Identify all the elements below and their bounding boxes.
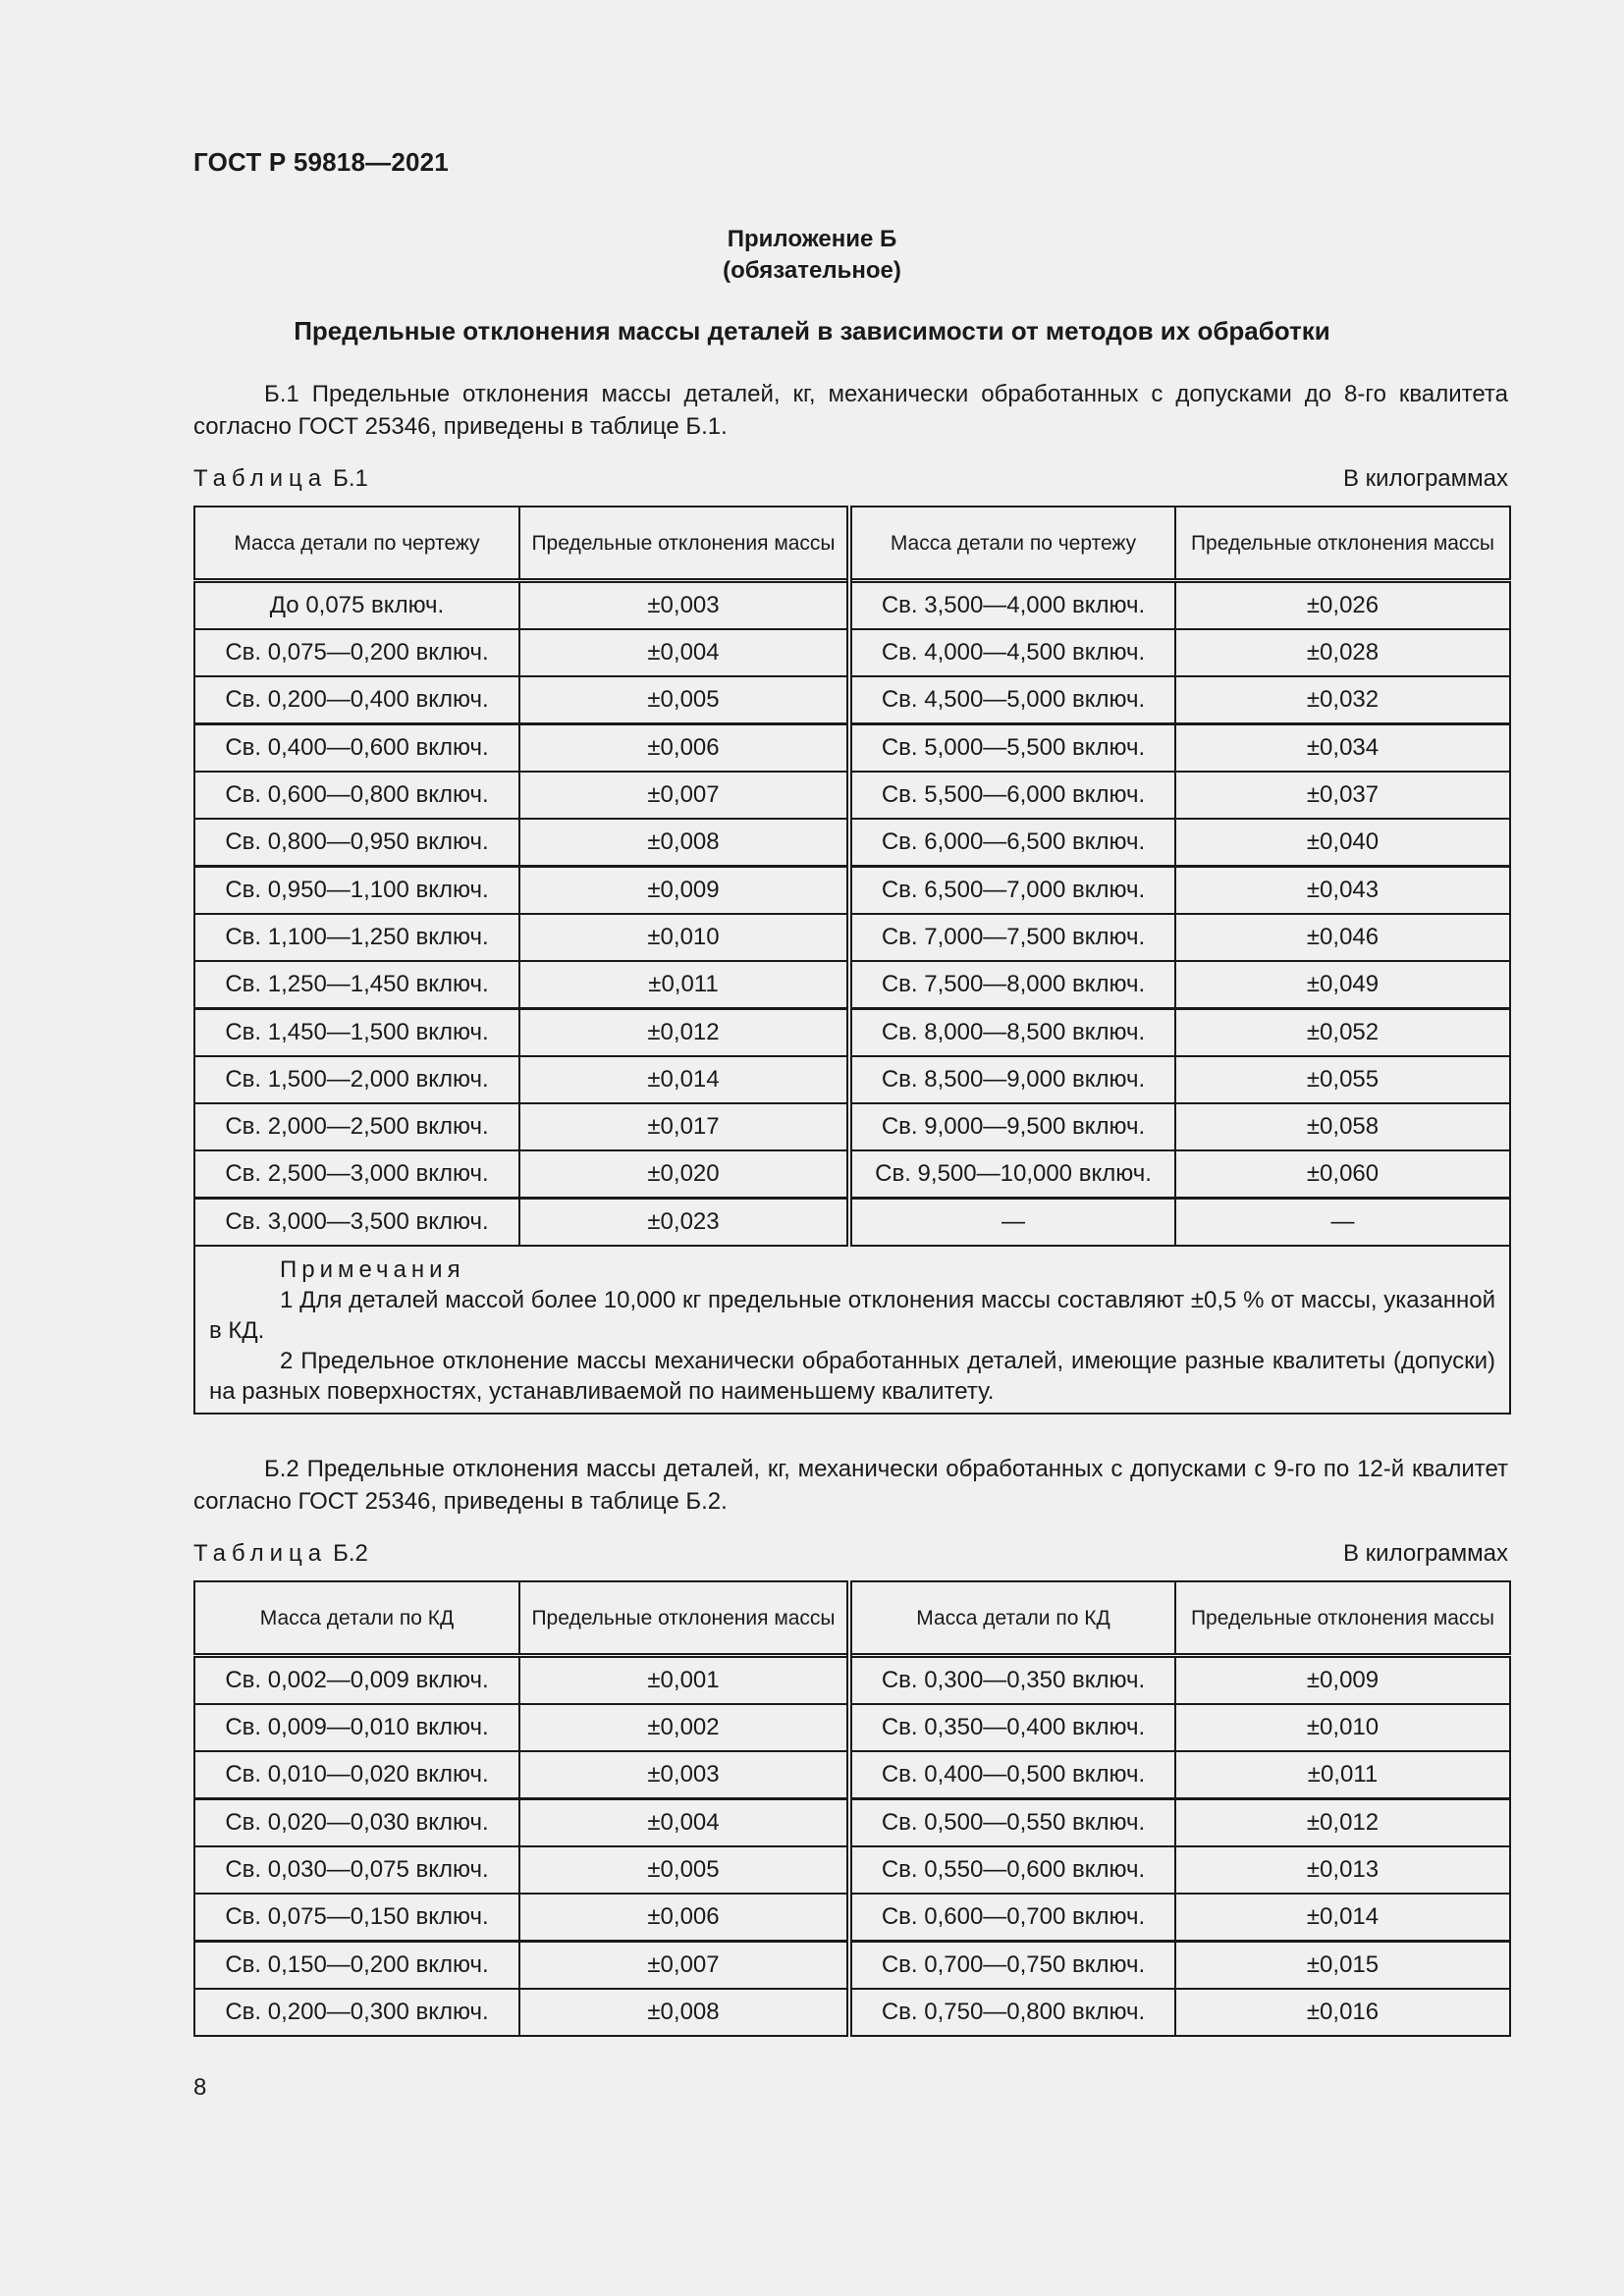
note-item: 2 Предельное отклонение массы механически обработанных деталей, имеющие разные квалитеты (допуски) на разных поверхностях, устанавливаемой по наименьшему квалитету. (209, 1348, 1495, 1405)
mass-range-cell: Св. 0,075—0,200 включ. (194, 629, 519, 676)
table1 (193, 506, 1511, 1415)
mass-range-cell: Св. 0,700—0,750 включ. (849, 1942, 1175, 1990)
deviation-cell: ±0,009 (1175, 1656, 1510, 1705)
deviation-cell: ±0,001 (519, 1656, 849, 1705)
table-row (194, 1894, 1510, 1942)
table2-header-mass: Масса детали по КД (849, 1581, 1175, 1656)
mass-range-cell: Св. 0,600—0,800 включ. (194, 772, 519, 819)
deviation-cell: ±0,011 (1175, 1751, 1510, 1799)
mass-range-cell: Св. 1,250—1,450 включ. (194, 961, 519, 1009)
deviation-cell: ±0,040 (1175, 819, 1510, 867)
deviation-cell: ±0,012 (519, 1009, 849, 1057)
mass-range-cell: Св. 0,950—1,100 включ. (194, 867, 519, 915)
table2-label (193, 1540, 368, 1568)
mass-range-cell: Св. 9,500—10,000 включ. (849, 1150, 1175, 1199)
mass-range-cell: Св. 6,500—7,000 включ. (849, 867, 1175, 915)
table2 (193, 1580, 1511, 2037)
deviation-cell: ±0,008 (519, 1989, 849, 2036)
mass-range-cell: Св. 0,600—0,700 включ. (849, 1894, 1175, 1942)
mass-range-cell: Св. 3,500—4,000 включ. (849, 581, 1175, 630)
mass-range-cell: Св. 7,000—7,500 включ. (849, 914, 1175, 961)
table2-name: Таблица (193, 1540, 328, 1567)
mass-range-cell: Св. 7,500—8,000 включ. (849, 961, 1175, 1009)
table-row (194, 629, 1510, 676)
deviation-cell: ±0,026 (1175, 581, 1510, 630)
mass-range-cell: Св. 4,500—5,000 включ. (849, 676, 1175, 724)
mass-range-cell: Св. 0,150—0,200 включ. (194, 1942, 519, 1990)
deviation-cell: ±0,007 (519, 1942, 849, 1990)
mass-range-cell: Св. 0,010—0,020 включ. (194, 1751, 519, 1799)
table1-header-row (194, 507, 1510, 581)
deviation-cell: ±0,013 (1175, 1846, 1510, 1894)
table-row (194, 961, 1510, 1009)
table-row (194, 1704, 1510, 1751)
mass-range-cell: Св. 3,000—3,500 включ. (194, 1199, 519, 1247)
mass-range-cell: До 0,075 включ. (194, 581, 519, 630)
mass-range-cell: Св. 8,500—9,000 включ. (849, 1056, 1175, 1103)
table-row (194, 581, 1510, 630)
mass-range-cell: — (849, 1199, 1175, 1247)
deviation-cell: ±0,037 (1175, 772, 1510, 819)
deviation-cell: ±0,043 (1175, 867, 1510, 915)
deviation-cell: ±0,003 (519, 1751, 849, 1799)
mass-range-cell: Св. 6,000—6,500 включ. (849, 819, 1175, 867)
table1-header-deviation: Предельные отклонения массы (1175, 507, 1510, 581)
deviation-cell: ±0,003 (519, 581, 849, 630)
table1-notes (194, 1246, 1510, 1414)
table2-unit: В килограммах (1343, 1540, 1508, 1567)
mass-range-cell: Св. 0,750—0,800 включ. (849, 1989, 1175, 2036)
table1-unit: В килограммах (1343, 465, 1508, 492)
deviation-cell: ±0,005 (519, 1846, 849, 1894)
mass-range-cell: Св. 9,000—9,500 включ. (849, 1103, 1175, 1150)
appendix-heading (0, 224, 1624, 287)
mass-range-cell: Св. 2,500—3,000 включ. (194, 1150, 519, 1199)
table-row (194, 867, 1510, 915)
table2-body (194, 1656, 1510, 2037)
table1-notes-row (194, 1246, 1510, 1414)
mass-range-cell: Св. 5,000—5,500 включ. (849, 724, 1175, 773)
section-title: Предельные отклонения массы деталей в зависимости от методов их обработки (294, 316, 1330, 346)
deviation-cell: ±0,004 (519, 629, 849, 676)
deviation-cell: ±0,005 (519, 676, 849, 724)
table2-header-mass: Масса детали по КД (194, 1581, 519, 1656)
mass-range-cell: Св. 0,300—0,350 включ. (849, 1656, 1175, 1705)
deviation-cell: ±0,006 (519, 724, 849, 773)
deviation-cell: ±0,017 (519, 1103, 849, 1150)
mass-range-cell: Св. 4,000—4,500 включ. (849, 629, 1175, 676)
table-row (194, 1056, 1510, 1103)
mass-range-cell: Св. 2,000—2,500 включ. (194, 1103, 519, 1150)
mass-range-cell: Св. 0,400—0,600 включ. (194, 724, 519, 773)
deviation-cell: ±0,012 (1175, 1799, 1510, 1847)
mass-range-cell: Св. 8,000—8,500 включ. (849, 1009, 1175, 1057)
deviation-cell: ±0,008 (519, 819, 849, 867)
table-row (194, 1150, 1510, 1199)
deviation-cell: ±0,014 (519, 1056, 849, 1103)
deviation-cell: ±0,058 (1175, 1103, 1510, 1150)
paragraph-b1: Б.1 Предельные отклонения массы деталей, кг, механически обработанных с допусками до 8-го квалитета согласно ГОСТ 25346, приведены в таблице Б.1. (193, 381, 1508, 440)
deviation-cell: ±0,010 (1175, 1704, 1510, 1751)
page-number: 8 (193, 2074, 207, 2101)
mass-range-cell: Св. 0,350—0,400 включ. (849, 1704, 1175, 1751)
table1-header-deviation: Предельные отклонения массы (519, 507, 849, 581)
table-row (194, 1103, 1510, 1150)
table1-caption (193, 465, 1508, 493)
deviation-cell: ±0,007 (519, 772, 849, 819)
table1-number: Б.1 (333, 465, 368, 492)
deviation-cell: ±0,009 (519, 867, 849, 915)
document-id-header: ГОСТ Р 59818—2021 (193, 147, 449, 177)
deviation-cell: ±0,023 (519, 1199, 849, 1247)
deviation-cell: ±0,046 (1175, 914, 1510, 961)
deviation-cell: ±0,015 (1175, 1942, 1510, 1990)
mass-range-cell: Св. 0,200—0,300 включ. (194, 1989, 519, 2036)
table-row (194, 1942, 1510, 1990)
table2-header-row (194, 1581, 1510, 1656)
mass-range-cell: Св. 1,450—1,500 включ. (194, 1009, 519, 1057)
table-row (194, 724, 1510, 773)
table1-name: Таблица (193, 465, 328, 492)
deviation-cell: ±0,034 (1175, 724, 1510, 773)
deviation-cell: ±0,010 (519, 914, 849, 961)
deviation-cell: ±0,060 (1175, 1150, 1510, 1199)
deviation-cell: ±0,052 (1175, 1009, 1510, 1057)
mass-range-cell: Св. 0,200—0,400 включ. (194, 676, 519, 724)
note-item: 1 Для деталей массой более 10,000 кг предельные отклонения массы составляют ±0,5 % от массы, указанной в КД. (209, 1287, 1495, 1344)
mass-range-cell: Св. 0,009—0,010 включ. (194, 1704, 519, 1751)
table-row (194, 914, 1510, 961)
mass-range-cell: Св. 5,500—6,000 включ. (849, 772, 1175, 819)
table1-body (194, 581, 1510, 1247)
mass-range-cell: Св. 0,075—0,150 включ. (194, 1894, 519, 1942)
table2-caption (193, 1540, 1508, 1568)
deviation-cell: ±0,014 (1175, 1894, 1510, 1942)
deviation-cell: ±0,020 (519, 1150, 849, 1199)
deviation-cell: ±0,002 (519, 1704, 849, 1751)
deviation-cell: ±0,028 (1175, 629, 1510, 676)
deviation-cell: ±0,049 (1175, 961, 1510, 1009)
table2-header-deviation: Предельные отклонения массы (519, 1581, 849, 1656)
appendix-subtitle: (обязательное) (723, 257, 901, 284)
notes-heading: Примечания (280, 1256, 465, 1283)
mass-range-cell: Св. 0,002—0,009 включ. (194, 1656, 519, 1705)
table-row (194, 1846, 1510, 1894)
deviation-cell: ±0,032 (1175, 676, 1510, 724)
table-row (194, 1199, 1510, 1247)
mass-range-cell: Св. 1,100—1,250 включ. (194, 914, 519, 961)
mass-range-cell: Св. 0,500—0,550 включ. (849, 1799, 1175, 1847)
deviation-cell: ±0,004 (519, 1799, 849, 1847)
paragraph-b2: Б.2 Предельные отклонения массы деталей, кг, механически обработанных с допусками с 9-го по 12-й квалитет согласно ГОСТ 25346, приведены в таблице Б.2. (193, 1456, 1508, 1515)
mass-range-cell: Св. 0,400—0,500 включ. (849, 1751, 1175, 1799)
mass-range-cell: Св. 0,550—0,600 включ. (849, 1846, 1175, 1894)
table2-header-deviation: Предельные отклонения массы (1175, 1581, 1510, 1656)
mass-range-cell: Св. 0,020—0,030 включ. (194, 1799, 519, 1847)
table-row (194, 1751, 1510, 1799)
mass-range-cell: Св. 0,800—0,950 включ. (194, 819, 519, 867)
table-row (194, 772, 1510, 819)
table1-header-mass: Масса детали по чертежу (849, 507, 1175, 581)
appendix-title: Приложение Б (727, 226, 897, 252)
mass-range-cell: Св. 1,500—2,000 включ. (194, 1056, 519, 1103)
table-row (194, 1799, 1510, 1847)
table-row (194, 819, 1510, 867)
deviation-cell: ±0,016 (1175, 1989, 1510, 2036)
mass-range-cell: Св. 0,030—0,075 включ. (194, 1846, 519, 1894)
table1-label (193, 465, 368, 493)
table-row (194, 1656, 1510, 1705)
deviation-cell: ±0,006 (519, 1894, 849, 1942)
table-row (194, 1009, 1510, 1057)
table1-header-mass: Масса детали по чертежу (194, 507, 519, 581)
table2-number: Б.2 (333, 1540, 368, 1567)
table-row (194, 1989, 1510, 2036)
table-row (194, 676, 1510, 724)
deviation-cell: ±0,011 (519, 961, 849, 1009)
deviation-cell: ±0,055 (1175, 1056, 1510, 1103)
deviation-cell: — (1175, 1199, 1510, 1247)
